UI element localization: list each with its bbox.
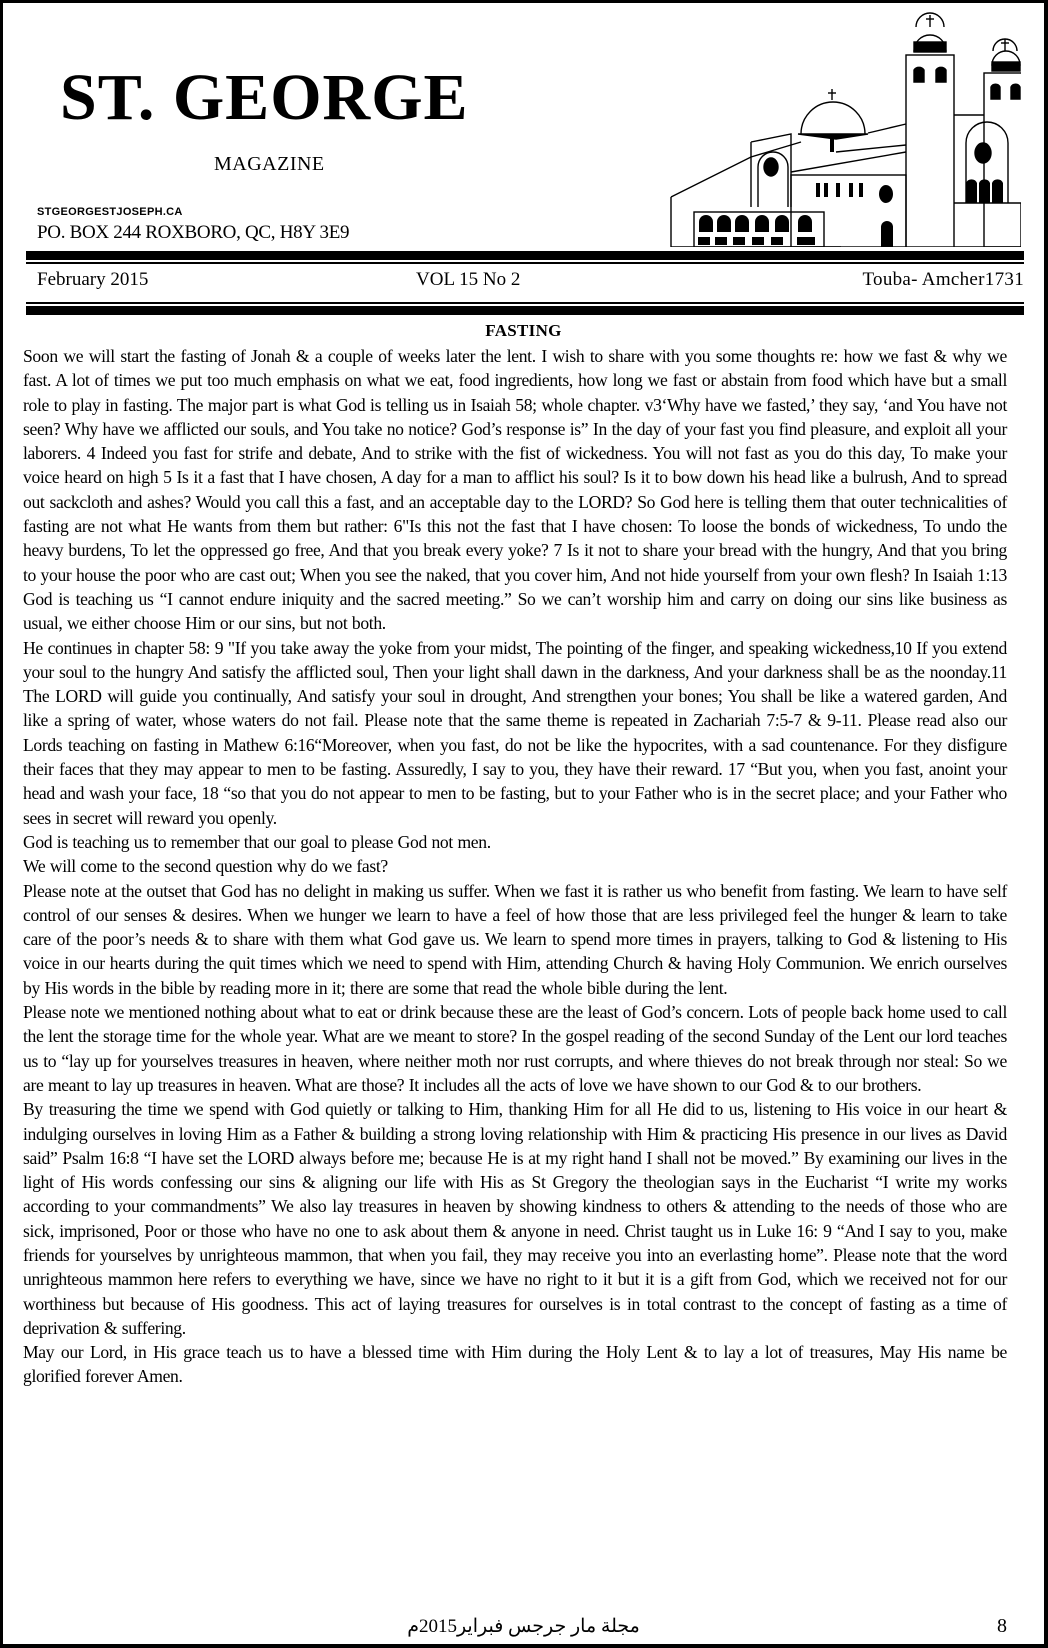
- article-paragraph: Please note at the outset that God has no delight in making us suffer. When we fast it is rather us who benefit from fasting. We learn to have self control of our senses & desires. When we hunger we learn to have a feel of how those that are less privileged feel the hunger & learn to take care of the poor’s needs & to share with them what God gave us. We learn to spend more times in prayers, talking to God & listening to His voice in our hearts during the quit times which we need to spend with Him, attending Church & having Holy Communion. We enrich ourselves by His words in the bible by reading more in it; there are some that read the whole bible during the lent.: [23, 880, 1007, 998]
- article-paragraph: We will come to the second question why do we fast?: [23, 856, 388, 877]
- article-paragraph: God is teaching us to remember that our goal to please God not men.: [23, 831, 491, 852]
- dateline: [37, 269, 1024, 293]
- article-paragraph: By treasuring the time we spend with God quietly or talking to Him, thanking Him for all He did to us, listening to His voice in our heart & indulging ourselves in loving Him as a Father & building a strong loving relationship with Him & practicing His presence in our lives as David said” Psalm 16:8 “I have set the LORD always before me; because He is at my right hand I shall not be moved.” By examining our lives in the light of His words confessing our sins & aligning our life with His as St Gregory the theologian says in the Eucharist “I write my works according to your commandments” We also lay treasures in heaven by showing kindness to others & attending to the needs of those who are sick, imprisoned, Poor or those who have no one to ask about them & anyone in need. Christ taught us in Luke 16: 9 “And I say to you, make friends for yourselves by unrighteous mammon, that when you fail, they may receive you into an everlasting home”. Please note that the word unrighteous mammon here refers to everything we have, since we have no right to it but it is a gift from God, which we received not for our worthiness but because of His goodness. This act of laying treasures for ourselves is in total contrast to the concept of fasting as a time of deprivation & suffering.: [23, 1099, 1007, 1338]
- article-paragraph: Please note we mentioned nothing about what to eat or drink because these are the least of God’s concern. Lots of people back home used to call the lent the storage time for the whole year. What are we meant to store? In the gospel reading of the second Sunday of the Lent our lord teaches us to “lay up for yourselves treasures in heaven, where neither moth nor rust corrupts, and where thieves do not break through nor steal: So we are meant to lay up treasures in heaven. What are those? It includes all the acts of love we have shown to our God & to our brothers.: [23, 1002, 1007, 1095]
- header-divider: [26, 251, 1024, 264]
- issue-date: February 2015: [37, 269, 149, 290]
- footer-arabic-title: مجلة مار جرجس فبراير2015م: [407, 1616, 640, 1637]
- church-illustration-icon: [631, 7, 1021, 247]
- masthead-subtitle: MAGAZINE: [214, 153, 325, 175]
- article-paragraph: May our Lord, in His grace teach us to have a blessed time with Him during the Holy Lent & to lay a lot of treasures, May His name be glorified forever Amen.: [23, 1342, 1007, 1387]
- article-paragraph: He continues in chapter 58: 9 "If you take away the yoke from your midst, The pointing of the finger, and speaking wickedness,10 If you extend your soul to the hungry And satisfy the afflicted soul, Then your light shall dawn in the darkness, And your darkness shall be as the noonday.11 The LORD will guide you continually, And satisfy your soul in drought, And strengthen your bones; You shall be like a watered garden, And like a spring of water, whose waters do not fail. Please note that the same theme is repeated in Zachariah 7:5-7 & 9-11. Please read also our Lords teaching on fasting in Mathew 6:16“Moreover, when you fast, do not be like the hypocrites, with a sad countenance. For they disfigure their faces that they may appear to men to be fasting. Assuredly, I say to you, they have their reward. 17 “But you, when you fast, anoint your head and wash your face, 18 “so that you do not appear to men to be fasting, but to your Father who is in the secret place; and your Father who sees in secret will reward you openly.: [23, 637, 1007, 828]
- article-body: [23, 344, 1007, 1389]
- magazine-page: [3, 3, 1044, 1644]
- issue-volume: VOL 15 No 2: [416, 269, 521, 290]
- masthead-title: ST. GEORGE: [60, 61, 469, 134]
- article-paragraph: Soon we will start the fasting of Jonah & a couple of weeks later the lent. I wish to share with you some thoughts re: how we fast & why we fast. A lot of times we put too much emphasis on what we eat, food ingredients, how long we fast or abstain from food which have but a small role to play in fasting. The major part is what God is telling us in Isaiah 58; whole chapter. v3‘Why have we fasted,’ they say, ‘and You have not seen? Why have we afflicted our souls, and You take no notice? God’s response is” In the day of your fast you find pleasure, and exploit all your laborers. 4 Indeed you fast for strife and debate, And to strike with the fist of wickedness. You will not fast as you do this day, To make your voice heard on high 5 Is it a fast that I have chosen, A day for a man to afflict his soul? Is it to bow down his head like a bulrush, And to spread out sackcloth and ashes? Would you call this a fast, and an acceptable day to the LORD? So God here is telling them that outer technicalities of fasting are not what He wants from them but rather: 6"Is this not the fast that I have chosen: To loose the bonds of wickedness, To undo the heavy burdens, To let the oppressed go free, And that you break every yoke? 7 Is it not to share your bread with the hungry, And that you bring to your house the poor who are cast out; When you see the naked, that you cover him, And not hide yourself from your own flesh? In Isaiah 1:13 God is teaching us “I cannot endure iniquity and the sacred meeting.” So we can’t worship him and carry on doing our sins like business as usual, we either choose Him or our sins, but not both.: [23, 346, 1007, 634]
- mailing-address: PO. BOX 244 ROXBORO, QC, H8Y 3E9: [37, 222, 350, 243]
- coptic-date: Touba- Amcher1731: [862, 269, 1024, 290]
- page-number: 8: [997, 1615, 1007, 1637]
- article-title: FASTING: [485, 321, 562, 340]
- website-link[interactable]: STGEORGESTJOSEPH.CA: [37, 206, 183, 218]
- dateline-divider: [26, 302, 1024, 315]
